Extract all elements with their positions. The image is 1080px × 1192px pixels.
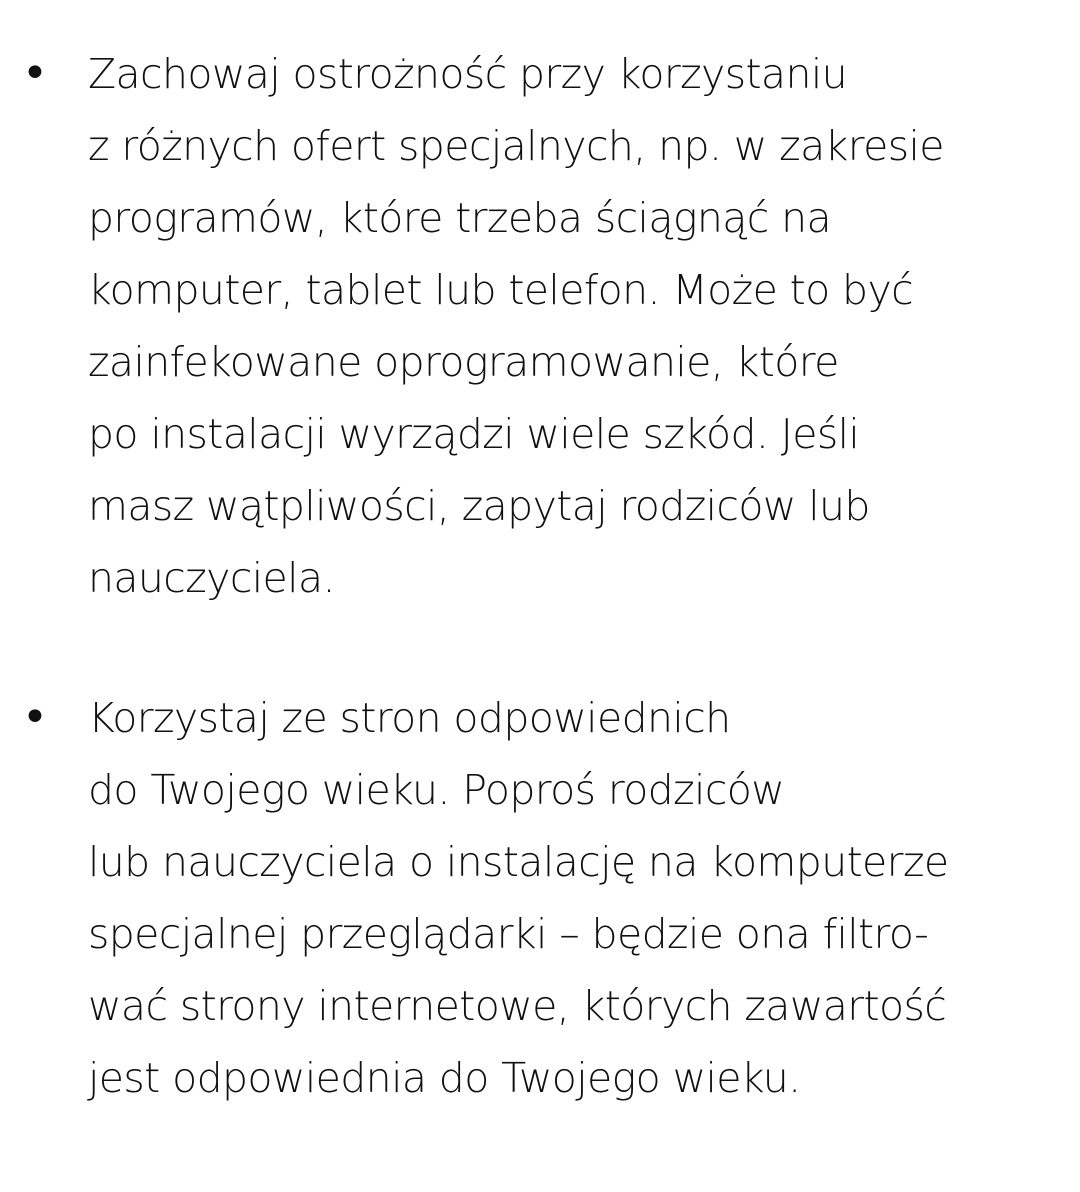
bullet-icon: • (22, 48, 48, 99)
bullet-text (88, 38, 1068, 614)
text-line: Zachowaj ostrożność przy korzystaniu (88, 50, 848, 98)
text-line: specjalnej przeglądarki – będzie ona filtro- (88, 910, 929, 958)
bullet-text (88, 682, 1068, 1114)
text-line: z różnych ofert specjalnych, np. w zakresie (88, 122, 944, 170)
text-line: nauczyciela. (88, 554, 335, 602)
text-line: zainfekowane oprogramowanie, które (88, 338, 839, 386)
text-line: Korzystaj ze stron odpowiednich (88, 694, 731, 742)
text-line: do Twojego wieku. Poproś rodziców (88, 766, 785, 814)
bullet-icon: • (22, 692, 48, 743)
text-line: komputer, tablet lub telefon. Może to być (88, 266, 914, 314)
text-line: jest odpowiednia do Twojego wieku. (88, 1054, 801, 1102)
text-line: lub nauczyciela o instalację na komputerze (88, 838, 949, 886)
text-line: programów, które trzeba ściągnąć na (88, 194, 832, 242)
text-line: wać strony internetowe, których zawartość (88, 982, 947, 1030)
text-line: po instalacji wyrządzi wiele szkód. Jeśli (88, 410, 860, 458)
text-line: masz wątpliwości, zapytaj rodziców lub (88, 482, 870, 530)
